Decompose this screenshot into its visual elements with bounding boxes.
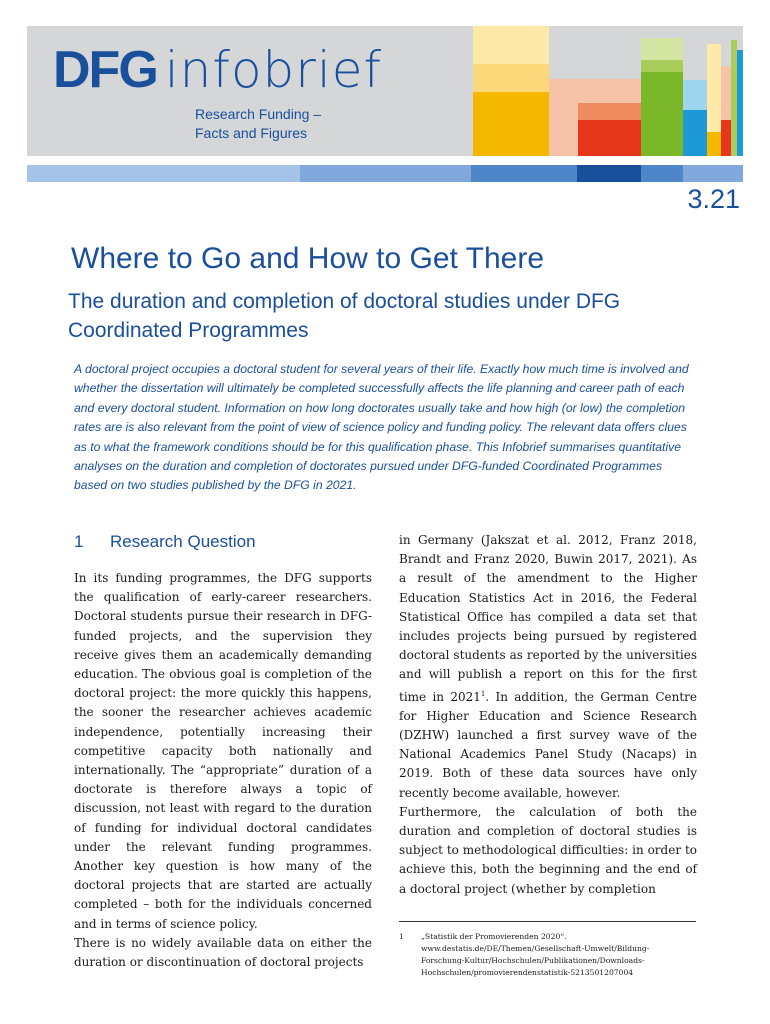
footnote-text (421, 931, 699, 979)
footnote-number: 1 (399, 932, 404, 941)
abstract: A doctoral project occupies a doctoral student for several years of their life. Exactly how much time is involved and whether the dissertation will ultimately be completed successfully affects the life planning and career path of each and every doctoral student. Information on how long doctorates usually take and how high (or low) the completion rates are is also relevant from the point of view of science policy and funding policy. The relevant data offers clues as to what the framework conditions should be for this qualification phase. This Infobrief summarises quantitative analyses on the duration and completion of doctorates pursued under DFG-funded Coordinated Programmes based on two studies published by the DFG in 2021. (74, 362, 689, 493)
issue-number: 3.21 (687, 184, 740, 214)
footnote-link-line[interactable]: Forschung-Kultur/Hochschulen/Publikationen/Downloads- (421, 956, 645, 965)
header-subtitle (195, 105, 321, 143)
page-title: Where to Go and How to Get There (71, 242, 545, 275)
right-paragraph-2: Furthermore, the calculation of both the duration and completion of doctoral studies is subject to methodological difficulties: in order to achieve this, both the beginning and the end of a doctoral project (whether by completion (399, 804, 697, 896)
left-column (74, 569, 372, 972)
footnote-divider (399, 921, 696, 922)
footnote (399, 931, 699, 979)
footnote-line: „Statistik der Promovierenden 2020“. (421, 932, 567, 941)
header-subtitle-line2: Facts and Figures (195, 125, 308, 141)
footnote-link-line[interactable]: www.destatis.de/DE/Themen/Gesellschaft-Umwelt/Bildung- (421, 944, 650, 953)
left-paragraph-1: In its funding programmes, the DFG supports the qualification of early-career researchers. Doctoral students pursue their research in DFG-funded projects, and the supervision they receive gives them an academically demanding education. The obvious goal is completion of the doctoral project: the more quickly this happens, the sooner the researcher achieves academic independence, potentially increasing their competitive capacity both nationally and internationally. The “appropriate” duration of a doctorate is therefore always a topic of discussion, not least with regard to the duration of funding for individual doctoral candidates under the relevant funding programmes. Another key question is how many of the doctoral projects that are started are actually completed – both for the individuals concerned and in terms of science policy. (74, 571, 372, 931)
right-paragraph-1-text-cont: . In addition, the German Centre for Higher Education and Science Research (DZHW) launched a first survey wave of the National Academics Panel Study (Nacaps) in 2019. Both of these data sources have only recently become available, however. (399, 689, 697, 800)
dfg-infobrief-logo (53, 40, 382, 100)
logo-infobrief: infobrief (164, 41, 383, 99)
right-column (399, 531, 697, 899)
right-paragraph-1 (399, 531, 697, 803)
logo-dfg: DFG (53, 41, 157, 99)
right-paragraph-1-text: in Germany (Jakszat et al. 2012, Franz 2018, Brandt and Franz 2020, Buwin 2017, 2021). As a result of the amendment to the Higher Education Statistics Act in 2016, the Federal Statistical Office has compiled a data set that includes projects being pursued by registered doctoral students as reported by the universities and will publish a report on this for the first time in 2021 (399, 533, 697, 704)
footnote-link-line[interactable]: Hochschulen/promovierendenstatistik-5213501207004 (421, 968, 634, 977)
section-title: Research Question (110, 532, 256, 551)
left-paragraph-2: There is no widely available data on either the duration or discontinuation of doctoral projects (74, 935, 372, 970)
section-heading (74, 532, 256, 552)
page-subtitle: The duration and completion of doctoral studies under DFG Coordinated Programmes (68, 290, 621, 342)
section-number: 1 (74, 532, 84, 551)
footnote-ref[interactable]: 1 (480, 689, 486, 698)
header-subtitle-line1: Research Funding – (195, 106, 322, 122)
